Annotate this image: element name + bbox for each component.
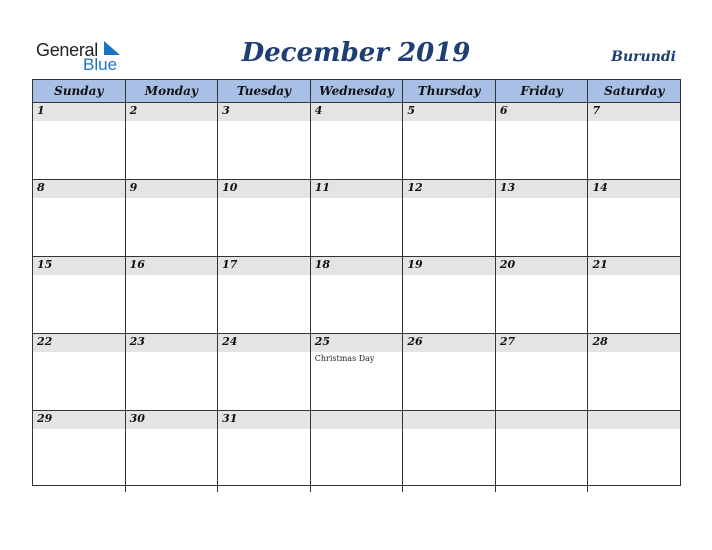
day-number: 9 <box>129 181 138 194</box>
day-cell <box>588 411 680 492</box>
day-cell <box>403 334 496 410</box>
day-cell <box>33 180 126 256</box>
day-cell <box>126 180 219 256</box>
day-number: 26 <box>407 335 423 348</box>
country-label: Burundi <box>611 49 676 65</box>
day-number: 23 <box>129 335 145 348</box>
day-cell <box>496 411 589 492</box>
day-number: 27 <box>499 335 516 348</box>
day-number: 2 <box>129 104 138 117</box>
day-number: 14 <box>592 181 608 194</box>
day-number: 19 <box>407 258 423 271</box>
day-number: 18 <box>314 258 331 271</box>
day-cell <box>496 103 589 179</box>
day-number: 6 <box>499 104 508 117</box>
day-cell <box>311 257 404 333</box>
day-number: 8 <box>37 181 45 194</box>
day-cell <box>126 411 219 492</box>
weekday-friday: Friday <box>496 80 589 102</box>
day-number-bar <box>403 103 495 121</box>
weekday-wednesday: Wednesday <box>311 80 404 102</box>
day-cell <box>33 411 126 492</box>
page-title: December 2019 <box>241 38 471 68</box>
day-number: 17 <box>222 258 238 271</box>
week-row <box>33 411 680 492</box>
day-number: 15 <box>37 258 53 271</box>
day-cell <box>403 411 496 492</box>
day-cell <box>126 103 219 179</box>
weekday-monday: Monday <box>126 80 219 102</box>
day-number-bar <box>126 103 218 121</box>
day-number-bar <box>33 180 125 198</box>
day-cell <box>588 334 680 410</box>
weekday-saturday: Saturday <box>604 84 665 98</box>
day-number-bar <box>218 103 310 121</box>
day-cell <box>126 257 219 333</box>
day-number-bar <box>496 103 588 121</box>
day-cell <box>311 334 404 410</box>
day-cell <box>496 334 589 410</box>
day-number: 31 <box>222 412 238 425</box>
day-number-bar <box>33 103 125 121</box>
day-number-bar <box>588 411 680 429</box>
calendar-grid <box>32 79 681 486</box>
logo-general-text: General <box>36 40 98 60</box>
day-number: 5 <box>407 104 415 117</box>
week-row <box>33 257 680 334</box>
day-number-bar <box>403 411 495 429</box>
day-cell <box>33 257 126 333</box>
day-number: 29 <box>37 412 53 425</box>
day-number-bar <box>126 180 218 198</box>
day-cell <box>311 180 404 256</box>
day-cell <box>588 103 680 179</box>
day-number: 11 <box>314 181 331 194</box>
day-cell <box>496 180 589 256</box>
day-cell <box>403 103 496 179</box>
day-number: 21 <box>592 258 608 271</box>
day-number: 20 <box>499 258 516 271</box>
day-cell <box>218 180 311 256</box>
day-number: 13 <box>499 181 516 194</box>
week-row <box>33 334 680 411</box>
weekday-thursday: Thursday <box>403 80 496 102</box>
day-number: 4 <box>314 104 323 117</box>
day-number-bar <box>311 103 403 121</box>
day-cell <box>218 334 311 410</box>
day-cell <box>218 257 311 333</box>
day-cell <box>126 334 219 410</box>
day-number-bar <box>588 103 680 121</box>
day-cell <box>403 257 496 333</box>
day-number: 10 <box>222 181 238 194</box>
generalblue-logo <box>36 40 136 74</box>
day-number-bar <box>311 411 403 429</box>
weekday-sunday: Sunday <box>33 80 126 102</box>
day-number: 30 <box>129 412 145 425</box>
day-cell <box>311 103 404 179</box>
logo-blue-text: Blue <box>83 55 118 74</box>
day-number: 16 <box>129 258 145 271</box>
week-row <box>33 180 680 257</box>
day-number: 24 <box>222 335 238 348</box>
day-cell <box>588 257 680 333</box>
day-cell <box>588 180 680 256</box>
day-cell <box>311 411 404 492</box>
day-number: 22 <box>37 335 53 348</box>
day-cell <box>496 257 589 333</box>
day-cell <box>218 103 311 179</box>
day-number: 28 <box>592 335 608 348</box>
day-number: 25 <box>314 335 331 348</box>
day-number: 12 <box>407 181 423 194</box>
weekday-header-row <box>33 80 680 103</box>
day-number: 7 <box>592 104 601 117</box>
day-number: 3 <box>222 104 230 117</box>
day-cell <box>403 180 496 256</box>
day-cell <box>33 103 126 179</box>
week-row <box>33 103 680 180</box>
day-number: 1 <box>37 104 45 117</box>
holiday-event: Christmas Day <box>314 354 375 363</box>
day-cell <box>33 334 126 410</box>
day-cell <box>218 411 311 492</box>
weekday-tuesday: Tuesday <box>218 80 311 102</box>
day-number-bar <box>496 411 588 429</box>
